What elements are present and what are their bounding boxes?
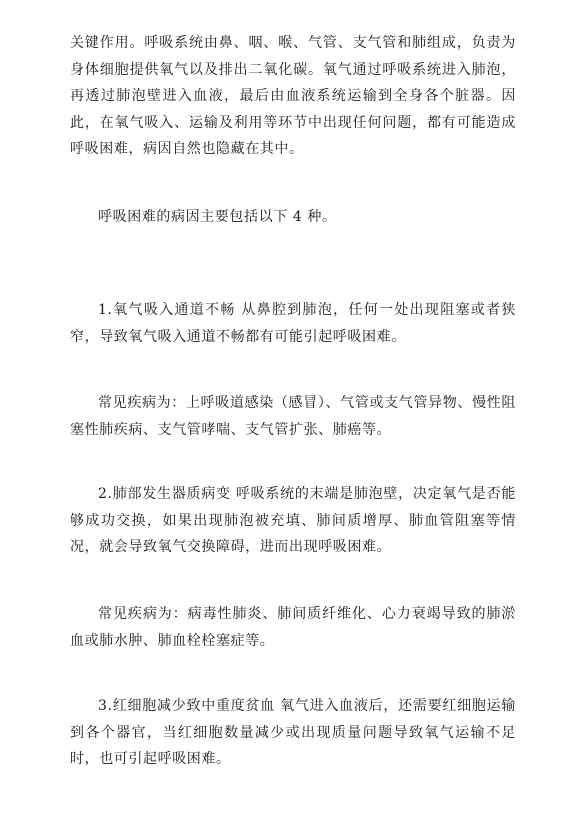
paragraph-cause-2-lung-lesion: 2.肺部发生器质病变 呼吸系统的末端是肺泡壁，决定氧气是否能够成功交换，如果出现肺泡被充填、肺间质增厚、肺血管阻塞等情况，就会导致氧气交换障碍，进而出现呼吸困难。 (70, 486, 516, 555)
paragraph-cause-1-common-diseases: 常见疾病为：上呼吸道感染（感冒）、气管或支气管异物、慢性阻塞性肺疾病、支气管哮喘、支气管扩张、肺癌等。 (70, 395, 516, 438)
paragraph-causes-summary: 呼吸困难的病因主要包括以下 4 种。 (98, 209, 337, 225)
paragraph-cause-2-common-diseases: 常见疾病为：病毒性肺炎、肺间质纤维化、心力衰竭导致的肺淤血或肺水肿、肺血栓栓塞症等。 (70, 606, 516, 649)
paragraph-cause-3-anemia: 3.红细胞减少致中重度贫血 氧气进入血液后，还需要红细胞运输到各个器官，当红细胞数量减少或出现质量问题导致氧气运输不足时，也可引起呼吸困难。 (70, 698, 516, 767)
paragraph-cause-1-airway-obstruction: 1.氧气吸入通道不畅 从鼻腔到肺泡，任何一处出现阻塞或者狭窄，导致氧气吸入通道不畅都有可能引起呼吸困难。 (70, 302, 516, 345)
paragraph-respiratory-system-intro: 关键作用。呼吸系统由鼻、咽、喉、气管、支气管和肺组成，负责为身体细胞提供氧气以及排出二氧化碳。氧气通过呼吸系统进入肺泡，再透过肺泡壁进入血液，最后由血液系统运输到全身各个脏器。因此，在氧气吸入、运输及利用等环节中出现任何问题，都有可能造成呼吸困难，病因自然也隐藏在其中。 (70, 35, 516, 157)
